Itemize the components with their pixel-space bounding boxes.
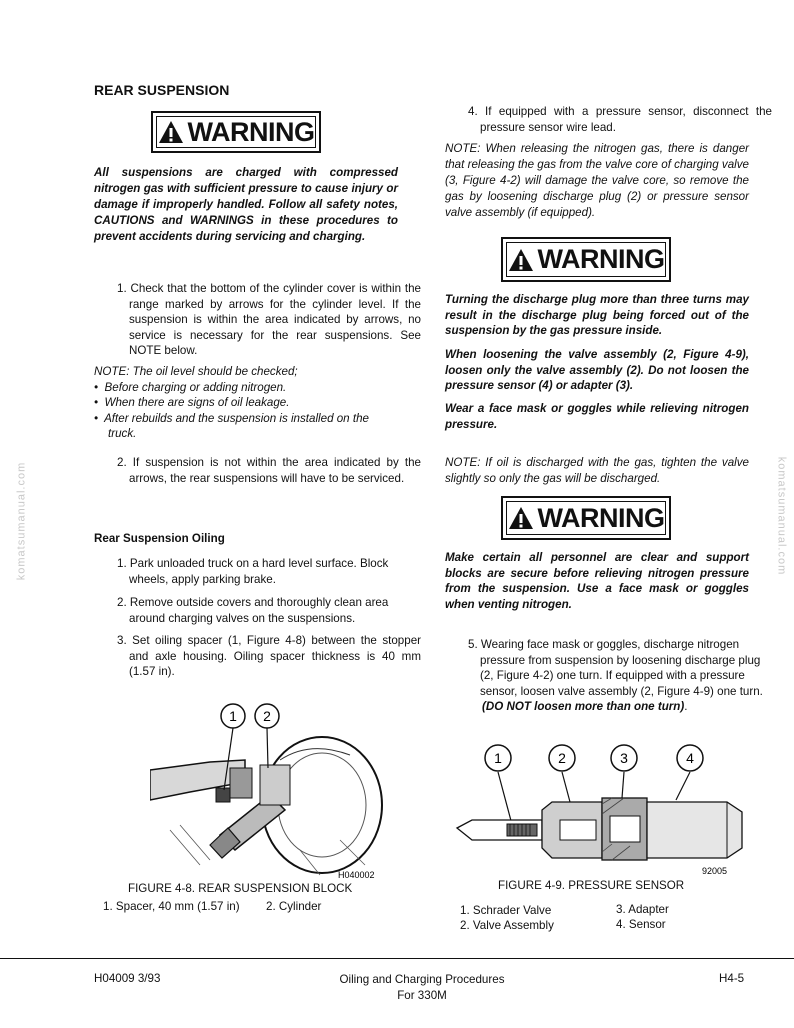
figure-4-9-legend-1: 1. Schrader Valve [460,904,552,917]
watermark-right: komatsumanual.com [775,456,788,576]
rear-suspension-figure [150,700,390,880]
svg-text:1: 1 [229,708,237,724]
oiling-step-1: 1. Park unloaded truck on a hard level surface. Block wheels, apply parking brake. [117,557,389,586]
step-1: 1. Check that the bottom of the cylinder cover is within the range marked by arrows for the cylinder level. If the suspension is within the area indicated by arrows, no service is necessary for the rear suspensions. See NOTE below. [117,282,421,357]
warning-text-1: All suspensions are charged with compressed nitrogen gas with sufficient pressure to cause injury or damage if improperly handled. Follow all safety notes, CAUTIONS and WARNINGS in these procedures to prevent accidents during servicing and charging. [94,166,398,243]
note-bullet: • Before charging or adding nitrogen. [94,380,287,394]
step-5-emphasis: (DO NOT loosen more than one turn) [482,700,685,713]
figure-4-9-legend-4: 4. Sensor [616,918,666,931]
warning-text-2c: Wear a face mask or goggles while relieving nitrogen pressure. [445,402,749,431]
figure-4-9-legend-2: 2. Valve Assembly [460,919,554,932]
footer-title: Oiling and Charging Procedures For 330M [339,973,505,1002]
svg-text:2: 2 [263,708,271,724]
callout-1 [221,704,245,728]
svg-text:4: 4 [686,750,694,766]
callout-4 [677,745,703,771]
note-bullet: • After rebuilds and the suspension is installed on the truck. [94,411,369,440]
warning-triangle-icon [158,120,184,144]
callout-2 [255,704,279,728]
svg-text:3: 3 [620,750,628,766]
step-4: 4. If equipped with a pressure sensor, disconnect the pressure sensor wire lead. [468,105,772,134]
nitrogen-release-note: NOTE: When releasing the nitrogen gas, there is danger that releasing the gas from the valve core of charging valve (3, Figure 4-2) will damage the valve core, so remove the gas by loosening discharge plug (2) or pressure sensor valve assembly (if equipped). [445,142,749,219]
note-title: NOTE: The oil level should be checked; [94,365,298,378]
warning-text-2a: Turning the discharge plug more than three turns may result in the discharge plug being forced out of the suspension by the gas pressure inside. [445,293,749,337]
step-2: 2. If suspension is not within the area indicated by the arrows, the rear suspensions will have to be serviced. [117,456,421,485]
oil-discharge-note: NOTE: If oil is discharged with the gas, tighten the valve slightly so only the gas will be discharged. [445,456,749,485]
pressure-sensor-figure [452,740,752,878]
figure-4-8-caption: FIGURE 4-8. REAR SUSPENSION BLOCK [128,882,353,895]
figure-4-8-legend-1: 1. Spacer, 40 mm (1.57 in) [103,900,240,913]
warning-box-1 [151,111,321,153]
watermark-left: komatsumanual.com [15,461,28,581]
warning-triangle-icon [508,506,534,530]
figure-4-9-legend-3: 3. Adapter [616,903,669,916]
warning-label: WARNING [537,244,665,274]
oiling-title: Rear Suspension Oiling [94,532,225,545]
warning-triangle-icon [508,248,534,272]
figure-code: 92005 [702,866,728,876]
footer-rule [0,958,794,959]
oiling-step-3: 3. Set oiling spacer (1, Figure 4-8) between the stopper and axle housing. Oiling spacer thickness is 40 mm (1.57 in). [117,634,421,678]
warning-text-2b: When loosening the valve assembly (2, Figure 4-9), loosen only the valve assembly (2). Do not loosen the pressure sensor (4) or adapter (3). [445,348,749,392]
callout-1 [485,745,511,771]
figure-4-8-legend-2: 2. Cylinder [266,900,322,913]
footer-page-number: H4-5 [719,972,745,985]
callout-2 [549,745,575,771]
callout-3 [611,745,637,771]
warning-text-3: Make certain all personnel are clear and support blocks are secure before relieving nitrogen pressure from the suspension. Use a face mask or goggles when venting nitrogen. [445,551,749,611]
figure-4-9-caption: FIGURE 4-9. PRESSURE SENSOR [498,879,685,892]
step-5: 5. Wearing face mask or goggles, discharge nitrogen pressure from suspension by loosening discharge plug (2, Figure 4-2) one turn. If equipped with a pressure sensor, loosen valve assembly (2, Figure 4-9) one turn. (DO NOT loosen more than one turn). [468,638,763,713]
warning-label: WARNING [187,116,315,147]
figure-code: H040002 [338,870,375,880]
svg-text:1: 1 [494,750,502,766]
warning-label: WARNING [537,502,665,533]
warning-box-2 [501,237,671,282]
footer-doc-number: H04009 3/93 [94,972,161,985]
svg-text:2: 2 [558,750,566,766]
oil-level-note [94,364,398,442]
note-bullet: • When there are signs of oil leakage. [94,396,290,409]
section-title: REAR SUSPENSION [94,82,230,98]
warning-box-3 [501,496,671,540]
oiling-step-2: 2. Remove outside covers and thoroughly clean area around charging valves on the suspensions. [117,596,389,625]
